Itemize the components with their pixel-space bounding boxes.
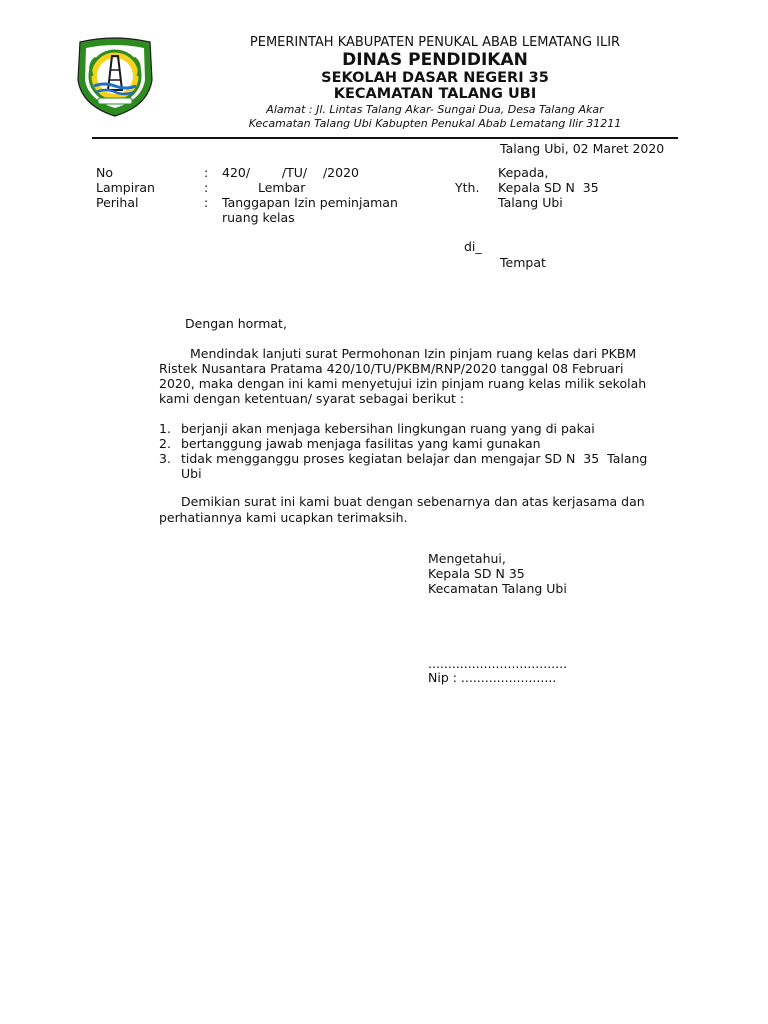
perihal-label: Perihal	[96, 195, 139, 210]
list-item-number: 2.	[159, 436, 171, 451]
signature-mengetahui: Mengetahui,	[428, 551, 506, 566]
letterhead-district: KECAMATAN TALANG UBI	[333, 86, 537, 102]
addressee-place: Talang Ubi	[498, 195, 563, 210]
list-item-continuation: Ubi	[181, 466, 202, 481]
list-item-number: 3.	[159, 451, 171, 466]
addressee-tempat: Tempat	[500, 255, 546, 270]
letterhead-divider	[92, 137, 678, 139]
greeting: Dengan hormat,	[185, 316, 287, 331]
letterhead-address-2: Kecamatan Talang Ubi Kabupten Penukal Abab Lematang Ilir 31211	[248, 117, 622, 130]
lampiran-label: Lampiran	[96, 180, 155, 195]
list-item: berjanji akan menjaga kebersihan lingkungan ruang yang di pakai	[181, 421, 595, 436]
regency-logo-icon	[72, 36, 158, 118]
signature-nip: Nip : ........................	[428, 670, 557, 685]
addressee-kepada: Kepada,	[498, 165, 549, 180]
list-item-number: 1.	[159, 421, 171, 436]
addressee-name: Kepala SD N 35	[498, 180, 599, 195]
signature-name-line: ...................................	[428, 656, 568, 671]
letterhead-school: SEKOLAH DASAR NEGERI 35	[321, 70, 549, 86]
paragraph-line-1: Mendindak lanjuti surat Permohonan Izin pinjam ruang kelas dari PKBM	[190, 346, 637, 361]
paragraph-line-3: 2020, maka dengan ini kami menyetujui izin pinjam ruang kelas milik sekolah	[159, 376, 647, 391]
letterhead-government: PEMERINTAH KABUPATEN PENUKAL ABAB LEMATANG ILIR	[249, 35, 621, 50]
addressee-di: di_	[464, 239, 482, 254]
no-label: No	[96, 165, 113, 180]
list-item: bertanggung jawab menjaga fasilitas yang kami gunakan	[181, 436, 541, 451]
perihal-value-2: ruang kelas	[222, 210, 295, 225]
letterhead-agency: DINAS PENDIDIKAN	[342, 50, 528, 70]
lampiran-value: Lembar	[258, 180, 306, 195]
paragraph-line-2: Ristek Nusantara Pratama 420/10/TU/PKBM/RNP/2020 tanggal 08 Februari	[159, 361, 624, 376]
list-item: tidak mengganggu proses kegiatan belajar dan mengajar SD N 35 Talang	[181, 451, 648, 466]
letter-date: Talang Ubi, 02 Maret 2020	[500, 141, 665, 156]
signature-district: Kecamatan Talang Ubi	[428, 581, 567, 596]
paragraph-line-4: kami dengan ketentuan/ syarat sebagai berikut :	[159, 391, 465, 406]
signature-role: Kepala SD N 35	[428, 566, 525, 581]
closing-line-1: Demikian surat ini kami buat dengan sebenarnya dan atas kerjasama dan	[181, 494, 645, 509]
closing-line-2: perhatiannya kami ucapkan terimaksih.	[159, 510, 408, 525]
no-value: 420/ /TU/ /2020	[222, 165, 359, 180]
perihal-value-1: Tanggapan Izin peminjaman	[222, 195, 398, 210]
no-colon: :	[204, 165, 209, 180]
letterhead-address-1: Alamat : Jl. Lintas Talang Akar- Sungai Dua, Desa Talang Akar	[266, 103, 604, 116]
lampiran-colon: :	[204, 180, 209, 195]
perihal-colon: :	[204, 195, 209, 210]
addressee-yth: Yth.	[455, 180, 480, 195]
